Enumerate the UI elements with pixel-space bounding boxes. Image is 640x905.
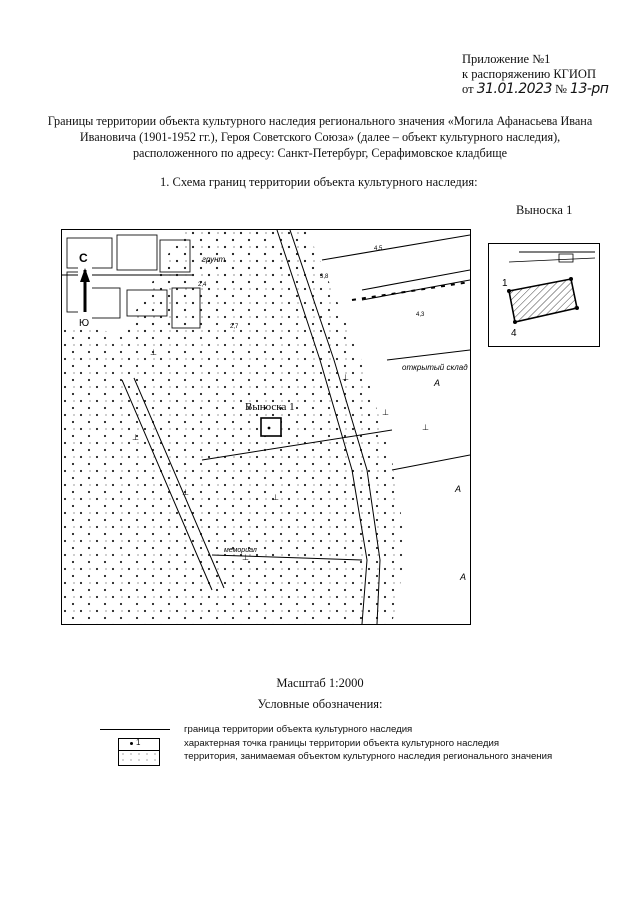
legend-boundary-symbol: [100, 729, 170, 730]
appendix-date-line: [462, 82, 608, 97]
inset-point-1: 1: [502, 278, 508, 289]
legend-item-point: характерная точка границы территории объекта культурного наследия: [184, 738, 500, 749]
svg-text:⊥: ⊥: [132, 433, 139, 442]
legend-item-territory: территория, занимаемая объектом культурного наследия регионального значения: [184, 751, 553, 762]
svg-text:⊥: ⊥: [182, 488, 189, 497]
svg-text:⊥: ⊥: [342, 373, 349, 382]
height-5: 4,3: [416, 312, 425, 318]
callout-label: Выноска 1: [516, 203, 573, 217]
date-prefix: от: [462, 82, 474, 96]
appendix-number: Приложение №1: [462, 52, 551, 66]
map-drawing: [62, 230, 470, 624]
appendix-order-ref: к распоряжению КГИОП: [462, 67, 596, 81]
number-sign: №: [554, 82, 567, 96]
inset-drawing: [489, 244, 599, 346]
section-heading: 1. Схема границ территории объекта культурного наследия:: [160, 175, 478, 189]
callout-box: [261, 418, 281, 436]
appendix-header: [462, 52, 608, 97]
legend-point-number: 1: [136, 738, 141, 747]
point-dot-icon: [130, 742, 133, 745]
legend-territory-symbol: [118, 750, 160, 766]
inset-point-4: 4: [511, 328, 517, 339]
height-4: 4,5: [374, 246, 383, 252]
callout-box-label: Выноска 1: [245, 401, 295, 413]
boundary-map: [61, 229, 471, 625]
map-scale: Масштаб 1:2000: [276, 676, 364, 690]
north-label: С: [79, 251, 88, 265]
label-grunt: грунт: [202, 255, 226, 264]
document-title: Границы территории объекта культурного наследия регионального значения «Могила Афанасьева Ивана Ивановича (1901-1952 гг.), Героя Советского Союза» (далее – объект культурного наследия), расположенного по адресу: Санкт-Петербург, Серафимовское кладбище: [47, 114, 593, 160]
legend-title: Условные обозначения:: [257, 697, 383, 711]
height-2: 2,7: [230, 324, 239, 330]
label-a1: А: [434, 378, 441, 388]
svg-text:⊥: ⊥: [382, 408, 389, 417]
callout-inset: [488, 243, 600, 347]
handwritten-date: 31.01.2023: [476, 81, 552, 97]
svg-text:⊥: ⊥: [242, 553, 249, 562]
svg-text:⊥: ⊥: [150, 348, 157, 357]
handwritten-number: 13-рп: [570, 81, 609, 97]
svg-text:⊥: ⊥: [272, 493, 279, 502]
object-territory: [509, 279, 577, 322]
north-arrow: [78, 264, 92, 320]
label-memorial: мемориал: [224, 547, 257, 554]
label-a3: А: [460, 572, 467, 582]
svg-text:⊥: ⊥: [422, 423, 429, 432]
legend-item-boundary: граница территории объекта культурного наследия: [184, 724, 413, 735]
label-a2: А: [455, 484, 462, 494]
label-open-warehouse: открытый склад: [402, 363, 468, 372]
south-label: Ю: [79, 318, 90, 329]
height-1: 2,4: [198, 282, 207, 288]
height-3: 3,8: [320, 274, 329, 280]
